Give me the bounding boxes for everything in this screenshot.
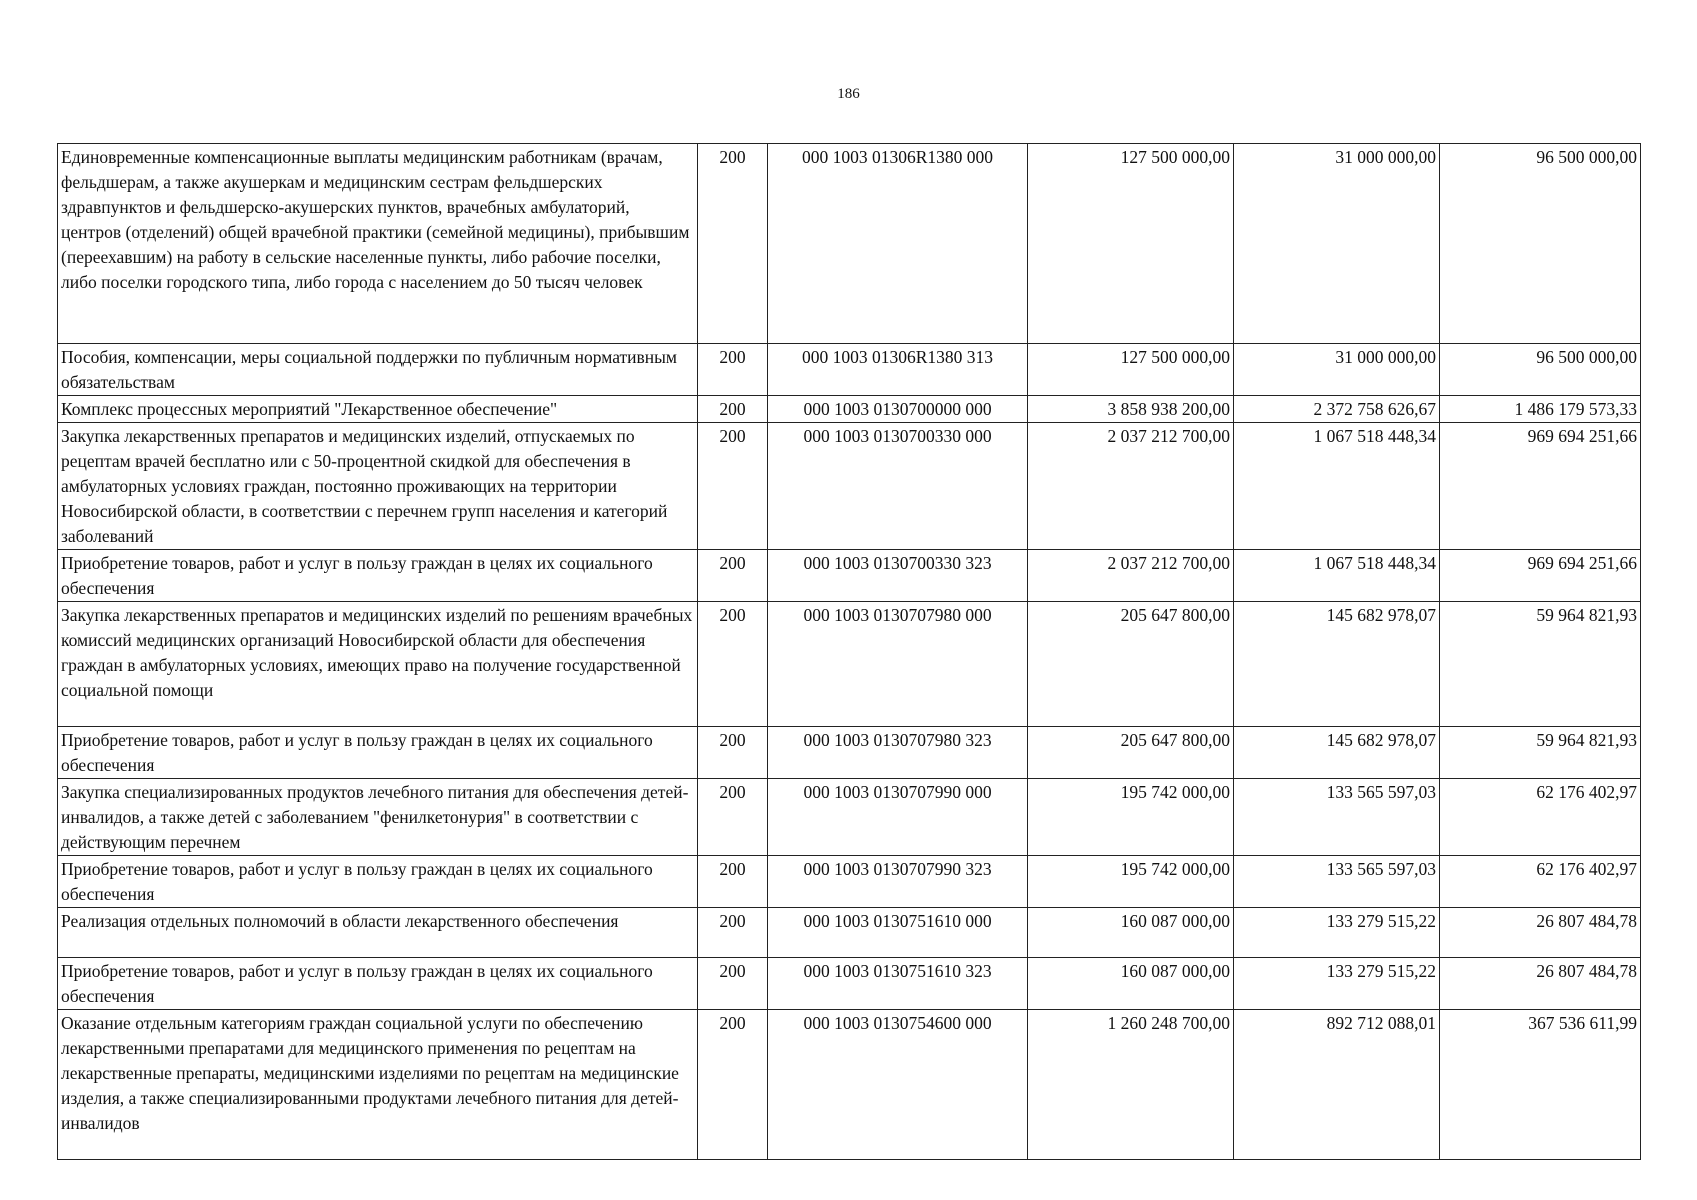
row-rest: 96 500 000,00 [1440, 344, 1641, 396]
row-exec: 145 682 978,07 [1234, 602, 1440, 727]
row-plan: 195 742 000,00 [1028, 856, 1234, 908]
row-kbk: 000 1003 0130754600 000 [768, 1010, 1028, 1160]
row-kbk: 000 1003 0130707980 323 [768, 727, 1028, 779]
row-rest: 26 807 484,78 [1440, 958, 1641, 1010]
table-row [58, 779, 1641, 856]
row-kbk: 000 1003 01306R1380 313 [768, 344, 1028, 396]
row-rest: 367 536 611,99 [1440, 1010, 1641, 1160]
row-name: Закупка специализированных продуктов лечебного питания для обеспечения детей-инвалидов, а также детей с заболеванием "фенилкетонурия" в соответствии с действующим перечнем [58, 779, 698, 856]
row-rest: 62 176 402,97 [1440, 779, 1641, 856]
table-row [58, 602, 1641, 727]
row-kbk: 000 1003 0130700330 000 [768, 423, 1028, 550]
row-exec: 31 000 000,00 [1234, 344, 1440, 396]
table-row [58, 856, 1641, 908]
row-kbk: 000 1003 0130700330 323 [768, 550, 1028, 602]
row-name: Пособия, компенсации, меры социальной поддержки по публичным нормативным обязательствам [58, 344, 698, 396]
row-code: 200 [698, 396, 768, 423]
row-kbk: 000 1003 0130707980 000 [768, 602, 1028, 727]
row-plan: 195 742 000,00 [1028, 779, 1234, 856]
row-rest: 1 486 179 573,33 [1440, 396, 1641, 423]
row-kbk: 000 1003 01306R1380 000 [768, 144, 1028, 344]
row-rest: 96 500 000,00 [1440, 144, 1641, 344]
row-rest: 59 964 821,93 [1440, 727, 1641, 779]
row-plan: 1 260 248 700,00 [1028, 1010, 1234, 1160]
row-name: Приобретение товаров, работ и услуг в пользу граждан в целях их социального обеспечения [58, 856, 698, 908]
row-kbk: 000 1003 0130751610 000 [768, 908, 1028, 958]
row-plan: 127 500 000,00 [1028, 344, 1234, 396]
table-row [58, 396, 1641, 423]
row-rest: 26 807 484,78 [1440, 908, 1641, 958]
table-row [58, 344, 1641, 396]
row-kbk: 000 1003 0130751610 323 [768, 958, 1028, 1010]
row-exec: 133 279 515,22 [1234, 958, 1440, 1010]
table-row [58, 144, 1641, 344]
row-name: Приобретение товаров, работ и услуг в пользу граждан в целях их социального обеспечения [58, 958, 698, 1010]
row-exec: 145 682 978,07 [1234, 727, 1440, 779]
row-exec: 31 000 000,00 [1234, 144, 1440, 344]
row-name: Приобретение товаров, работ и услуг в пользу граждан в целях их социального обеспечения [58, 727, 698, 779]
row-rest: 59 964 821,93 [1440, 602, 1641, 727]
row-code: 200 [698, 1010, 768, 1160]
row-plan: 160 087 000,00 [1028, 958, 1234, 1010]
row-exec: 1 067 518 448,34 [1234, 550, 1440, 602]
row-code: 200 [698, 550, 768, 602]
row-exec: 133 565 597,03 [1234, 856, 1440, 908]
row-plan: 205 647 800,00 [1028, 727, 1234, 779]
row-kbk: 000 1003 0130700000 000 [768, 396, 1028, 423]
row-code: 200 [698, 602, 768, 727]
row-code: 200 [698, 423, 768, 550]
row-plan: 2 037 212 700,00 [1028, 550, 1234, 602]
row-exec: 2 372 758 626,67 [1234, 396, 1440, 423]
row-code: 200 [698, 344, 768, 396]
row-plan: 205 647 800,00 [1028, 602, 1234, 727]
table-row [58, 550, 1641, 602]
row-kbk: 000 1003 0130707990 000 [768, 779, 1028, 856]
row-name: Комплекс процессных мероприятий "Лекарственное обеспечение" [58, 396, 698, 423]
row-code: 200 [698, 779, 768, 856]
table-row [58, 423, 1641, 550]
row-code: 200 [698, 958, 768, 1010]
page-number: 186 [837, 86, 860, 102]
budget-table [57, 143, 1641, 1160]
row-plan: 127 500 000,00 [1028, 144, 1234, 344]
row-plan: 2 037 212 700,00 [1028, 423, 1234, 550]
row-rest: 969 694 251,66 [1440, 423, 1641, 550]
table-row [58, 958, 1641, 1010]
row-name: Приобретение товаров, работ и услуг в пользу граждан в целях их социального обеспечения [58, 550, 698, 602]
row-code: 200 [698, 856, 768, 908]
row-code: 200 [698, 908, 768, 958]
table-row [58, 727, 1641, 779]
row-exec: 133 565 597,03 [1234, 779, 1440, 856]
row-name: Оказание отдельным категориям граждан социальной услуги по обеспечению лекарственными препаратами для медицинского применения по рецептам на лекарственные препараты, медицинскими изделиями по рецептам на медицинские изделия, а также специализированными продуктами лечебного питания для детей-инвалидов [58, 1010, 698, 1160]
row-name: Закупка лекарственных препаратов и медицинских изделий по решениям врачебных комиссий медицинских организаций Новосибирской области для обеспечения граждан в амбулаторных условиях, имеющих право на получение государственной социальной помощи [58, 602, 698, 727]
row-rest: 969 694 251,66 [1440, 550, 1641, 602]
row-name: Единовременные компенсационные выплаты медицинским работникам (врачам, фельдшерам, а также акушеркам и медицинским сестрам фельдшерских здравпунктов и фельдшерско-акушерских пунктов, врачебных амбулаторий, центров (отделений) общей врачебной практики (семейной медицины), прибывшим (переехавшим) на работу в сельские населенные пункты, либо рабочие поселки, либо поселки городского типа, либо города с населением до 50 тысяч человек [58, 144, 698, 344]
row-plan: 3 858 938 200,00 [1028, 396, 1234, 423]
row-rest: 62 176 402,97 [1440, 856, 1641, 908]
row-kbk: 000 1003 0130707990 323 [768, 856, 1028, 908]
row-plan: 160 087 000,00 [1028, 908, 1234, 958]
row-code: 200 [698, 144, 768, 344]
row-code: 200 [698, 727, 768, 779]
table-row [58, 1010, 1641, 1160]
row-name: Закупка лекарственных препаратов и медицинских изделий, отпускаемых по рецептам врачей бесплатно или с 50-процентной скидкой для обеспечения в амбулаторных условиях граждан, постоянно проживающих на территории Новосибирской области, в соответствии с перечнем групп населения и категорий заболеваний [58, 423, 698, 550]
row-exec: 133 279 515,22 [1234, 908, 1440, 958]
row-name: Реализация отдельных полномочий в области лекарственного обеспечения [58, 908, 698, 958]
row-exec: 1 067 518 448,34 [1234, 423, 1440, 550]
row-exec: 892 712 088,01 [1234, 1010, 1440, 1160]
table-row [58, 908, 1641, 958]
